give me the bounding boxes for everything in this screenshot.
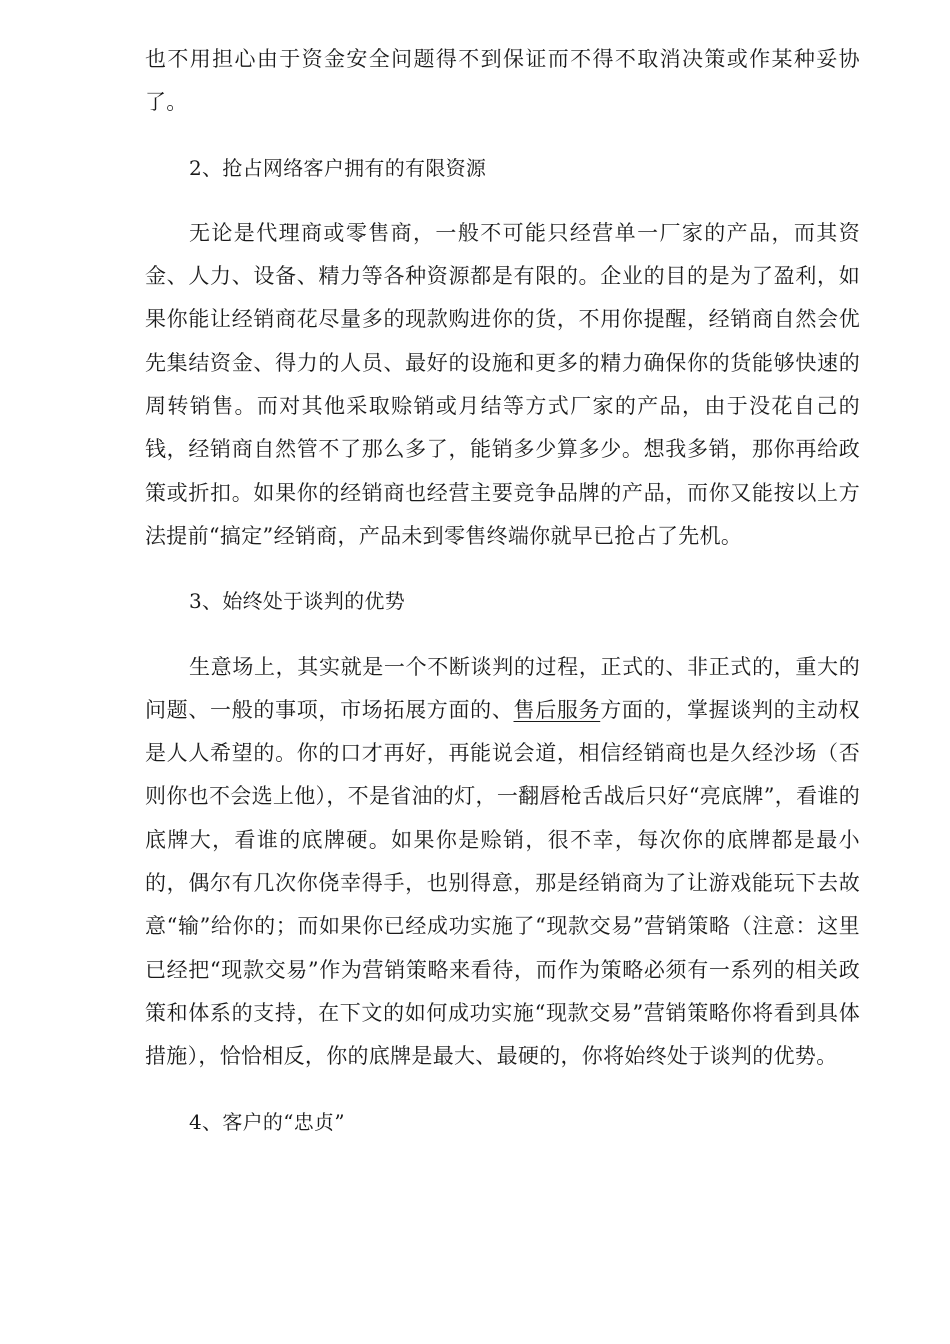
section-3-body <box>145 646 860 1079</box>
after-sales-service-link[interactable]: 售后服务 <box>513 697 601 722</box>
section-3-body-start: 生意场上，其实就是一个不断谈判的过程，正式的、非正式的，重大的问题、一般的事项，市场拓展方面的、 <box>145 654 860 722</box>
section-2-body: 无论是代理商或零售商，一般不可能只经营单一厂家的产品，而其资金、人力、设备、精力等各种资源都是有限的。企业的目的是为了盈利，如果你能让经销商花尽量多的现款购进你的货，不用你提醒，经销商自然会优先集结资金、得力的人员、最好的设施和更多的精力确保你的货能够快速的周转销售。而对其他采取赊销或月结等方式厂家的产品，由于没花自己的钱，经销商自然管不了那么多了，能销多少算多少。想我多销，那你再给政策或折扣。如果你的经销商也经营主要竞争品牌的产品，而你又能按以上方法提前“搞定”经销商，产品未到零售终端你就早已抢占了先机。 <box>145 220 860 548</box>
section-3-body-end: 方面的，掌握谈判的主动权是人人希望的。你的口才再好，再能说会道，相信经销商也是久经沙场（否则你也不会选上他），不是省油的灯，一翻唇枪舌战后只好“亮底牌”，看谁的底牌大，看谁的底牌硬。如果你是赊销，很不幸，每次你的底牌都是最小的，偶尔有几次你侥幸得手，也别得意，那是经销商为了让游戏能玩下去故意“输”给你的；而如果你已经成功实施了“现款交易”营销策略（注意：这里已经把“现款交易”作为营销策略来看待，而作为策略必须有一系列的相关政策和体系的支持，在下文的如何成功实施“现款交易”营销策略你将看到具体措施），恰恰相反，你的底牌是最大、最硬的，你将始终处于谈判的优势。 <box>145 697 860 1069</box>
section-2-heading: 2、抢占网络客户拥有的有限资源 <box>189 155 487 180</box>
section-4-heading: 4、客户的“忠贞” <box>189 1109 345 1134</box>
document-page <box>145 38 860 1144</box>
section-3-heading: 3、始终处于谈判的优势 <box>189 589 406 614</box>
intro-paragraph: 也不用担心由于资金安全问题得不到保证而不得不取消决策或作某种妥协了。 <box>145 47 860 115</box>
